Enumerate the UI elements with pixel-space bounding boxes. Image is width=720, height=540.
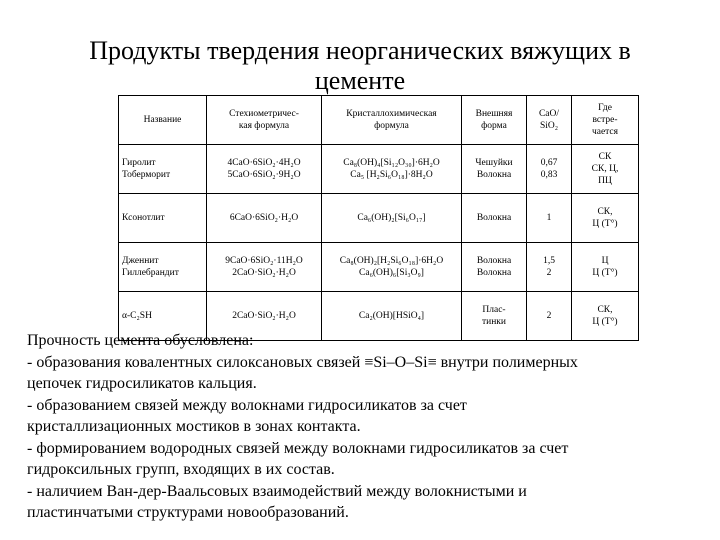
cell-ratio: 0,67 0,83 (527, 145, 572, 194)
text-line: цепочек гидросиликатов кальция. (27, 375, 257, 392)
cell-cryst: Ca₆(OH)₂[Si₆O₁₇] (322, 194, 462, 243)
cell-ratio: 1,5 2 (527, 243, 572, 292)
text-line: пластинчатыми структурами новообразований. (27, 504, 349, 521)
cell-cryst: Ca₈(OH)₂[H₂Si₆O₁₈]·6H₂O Ca₆(OH)₆[Si₃O₉] (322, 243, 462, 292)
cell-form: Волокна Волокна (462, 243, 527, 292)
title-line-1: Продукты твердения неорганических вяжущих в (89, 36, 631, 65)
header-stoich-formula: Стехиометричес- кая формула (207, 96, 322, 145)
header-form: Внешняя форма (462, 96, 527, 145)
text-line: кристаллизационных мостиков в зонах контакта. (27, 418, 361, 435)
header-name: Название (119, 96, 207, 145)
cell-where: СК, Ц (T°) (572, 292, 639, 341)
text-line: - образования ковалентных силоксановых связей ≡Si–O–Si≡ внутри полимерных (27, 353, 578, 371)
cell-stoich: 4CaO·6SiO₂·4H₂O 5CaO·6SiO₂·9H₂O (207, 145, 322, 194)
cell-form: Чешуйки Волокна (462, 145, 527, 194)
cell-name: Ксонотлит (119, 194, 207, 243)
cell-stoich: 6CaO·6SiO₂·H₂O (207, 194, 322, 243)
cell-where: Ц Ц (T°) (572, 243, 639, 292)
cell-form: Плас- тинки (462, 292, 527, 341)
cell-form: Волокна (462, 194, 527, 243)
table-header-row (119, 96, 639, 145)
cell-ratio: 1 (527, 194, 572, 243)
cell-name: Гиролит Тоберморит (119, 145, 207, 194)
cell-cryst: Ca₂(OH)[HSiO₄] (322, 292, 462, 341)
table-row (119, 194, 639, 243)
cell-stoich: 9CaO·6SiO₂·11H₂O 2CaO·SiO₂·H₂O (207, 243, 322, 292)
text-line: - наличием Ван-дер-Ваальсовых взаимодействий между волокнистыми и (27, 482, 527, 500)
cell-where: СК СК, Ц, ПЦ (572, 145, 639, 194)
text-line: Прочность цемента обусловлена: (27, 332, 254, 349)
cell-name: Дженнит Гиллебрандит (119, 243, 207, 292)
page-title (40, 36, 680, 96)
header-cryst-formula: Кристаллохимическая формула (322, 96, 462, 145)
header-where: Где встре- чается (572, 96, 639, 145)
body-text (27, 330, 697, 524)
text-line: - образованием связей между волокнами гидросиликатов за счет (27, 396, 467, 414)
cell-where: СК, Ц (T°) (572, 194, 639, 243)
products-table-container (118, 95, 638, 341)
cell-name: α-C₂SH (119, 292, 207, 341)
text-line: гидроксильных групп, входящих в их состав. (27, 461, 335, 478)
table-row (119, 145, 639, 194)
header-ratio: CaO/ SiO₂ (527, 96, 572, 145)
title-line-2: цементе (314, 66, 406, 95)
cell-ratio: 2 (527, 292, 572, 341)
cell-cryst: Ca₈(OH)₄[Si₁₂O₃₀]·6H₂O Ca₅ [H₂Si₆O₁₈]·8H₂O (322, 145, 462, 194)
cell-stoich: 2CaO·SiO₂·H₂O (207, 292, 322, 341)
table-row (119, 243, 639, 292)
products-table (118, 95, 639, 341)
text-line: - формированием водородных связей между волокнами гидросиликатов за счет (27, 439, 569, 457)
